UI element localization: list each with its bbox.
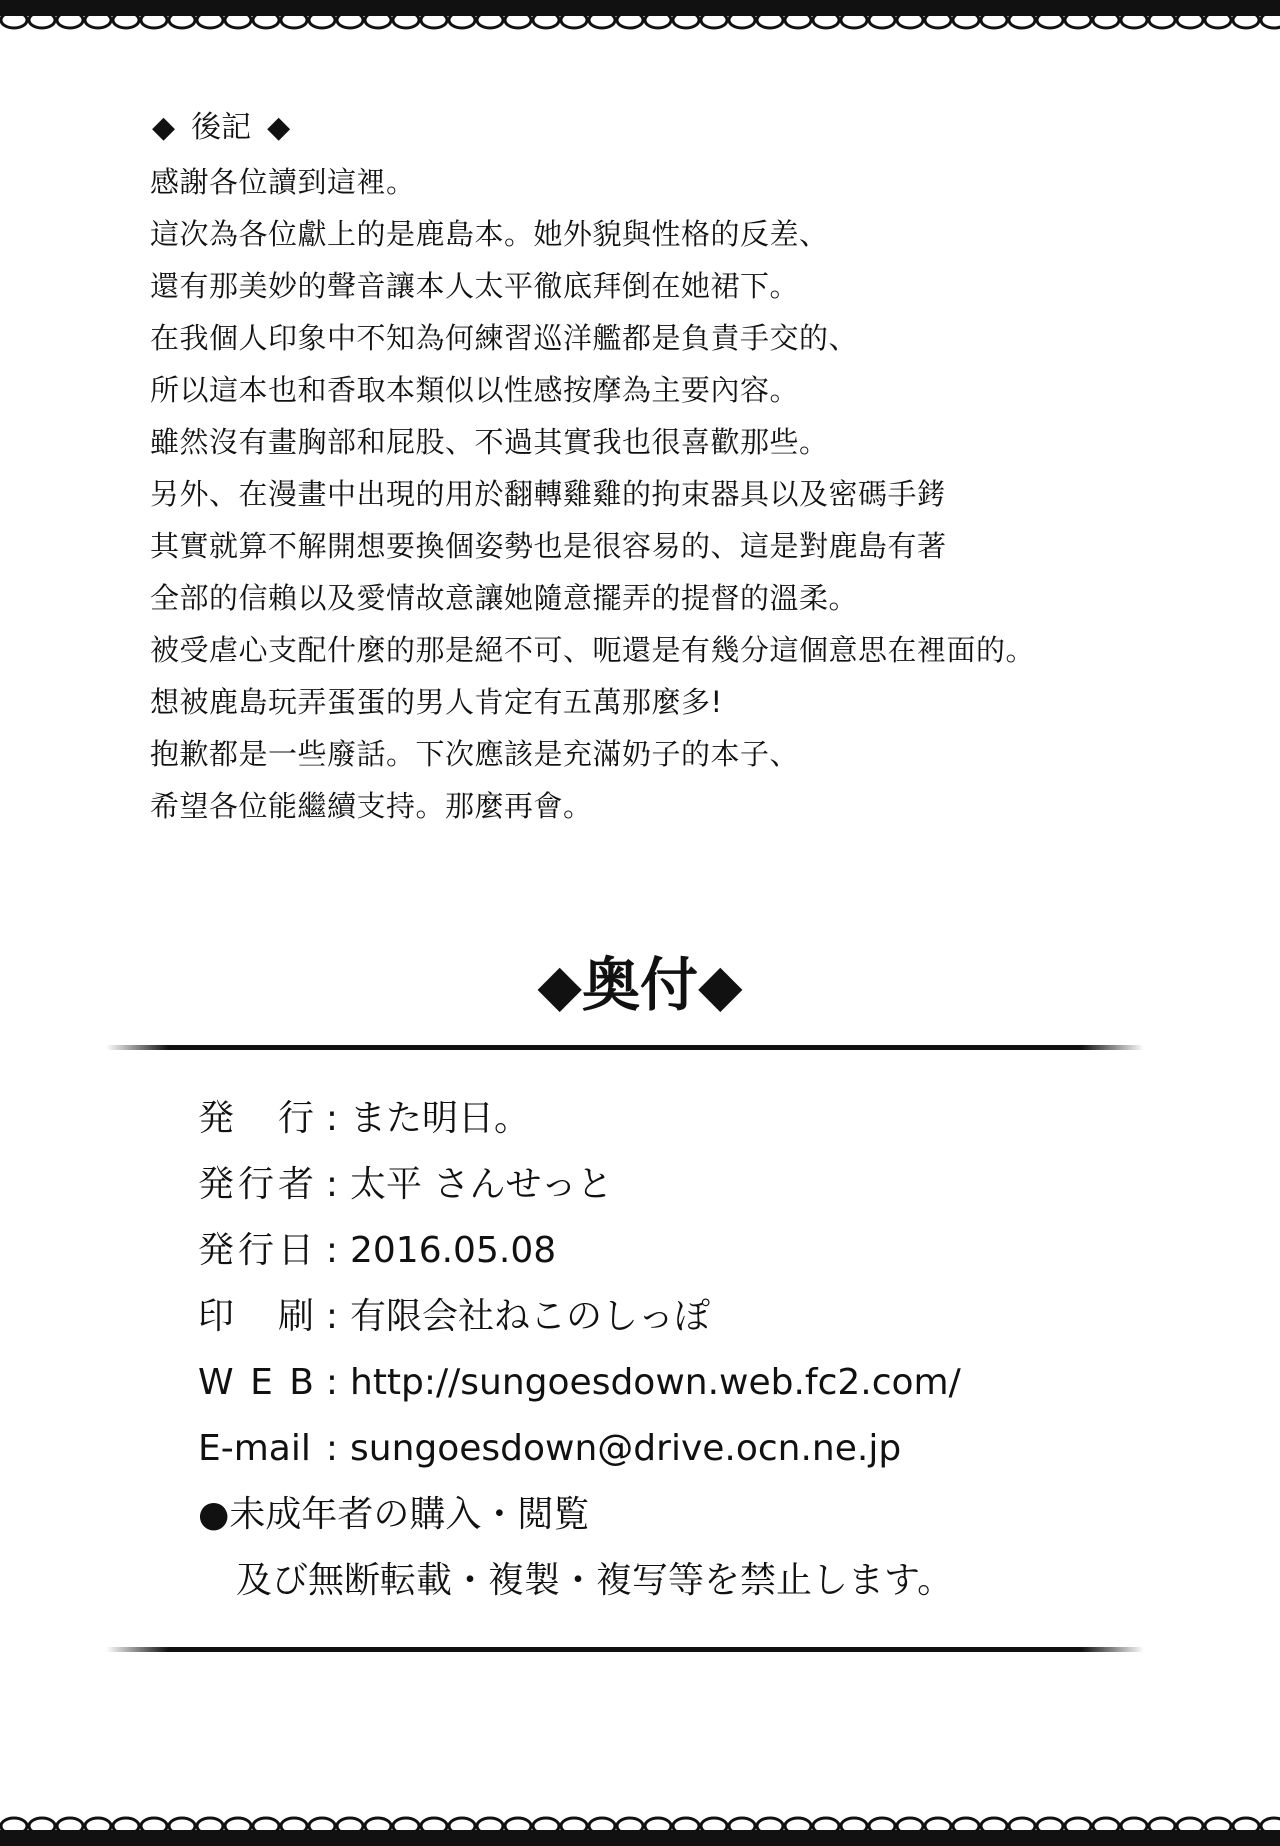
info-label: 印 刷 [198, 1296, 314, 1337]
colophon-info [198, 1086, 1198, 1614]
diamond-icon: ◆ [267, 110, 291, 145]
paragraph-line: 雖然沒有畫胸部和屁股、不過其實我也很喜歡那些。 [150, 425, 829, 459]
divider-bottom [106, 1647, 1144, 1652]
paragraph-line: 另外、在漫畫中出現的用於翻轉雞雞的拘束器具以及密碼手銬 [150, 477, 947, 511]
info-colon: : [325, 1164, 339, 1205]
info-label: 発行日 [198, 1230, 314, 1271]
info-value: 太平 さんせっと [350, 1164, 613, 1205]
info-value: 有限会社ねこのしっぽ [350, 1296, 711, 1337]
info-colon: : [325, 1362, 339, 1403]
notice-line: 及び無断転載・複製・複写等を禁止します。 [236, 1560, 954, 1601]
info-label: 発 行 [198, 1098, 314, 1139]
afterword-title: 後記 [191, 110, 252, 145]
info-colon: : [325, 1230, 339, 1271]
divider-top [106, 1045, 1144, 1050]
info-row-publisher [198, 1086, 1198, 1152]
paragraph-line: 這次為各位獻上的是鹿島本。她外貌與性格的反差、 [150, 217, 829, 251]
paragraph-line: 其實就算不解開想要換個姿勢也是很容易的、這是對鹿島有著 [150, 529, 947, 563]
info-value: 2016.05.08 [350, 1230, 557, 1271]
paragraph-line: 在我個人印象中不知為何練習巡洋艦都是負責手交的、 [150, 321, 859, 355]
info-row-printer [198, 1284, 1198, 1350]
paragraph-line: 所以這本也和香取本類似以性感按摩為主要內容。 [150, 373, 800, 407]
web-link[interactable]: http://sungoesdown.web.fc2.com/ [350, 1362, 961, 1403]
diamond-icon: ◆ [698, 951, 743, 1019]
afterword-section [150, 108, 1150, 832]
info-colon: : [325, 1098, 339, 1139]
diamond-icon: ◆ [537, 951, 582, 1019]
paragraph-line: 希望各位能繼續支持。那麼再會。 [150, 789, 593, 823]
info-label: E-mail [198, 1428, 311, 1469]
info-row-web [198, 1350, 1198, 1416]
paragraph-line: 全部的信賴以及愛情故意讓她隨意擺弄的提督的溫柔。 [150, 581, 859, 615]
afterword-heading [150, 108, 1150, 148]
paragraph-line: 想被鹿島玩弄蛋蛋的男人肯定有五萬那麼多! [150, 685, 723, 719]
paragraph-line: 抱歉都是一些廢話。下次應該是充滿奶子的本子、 [150, 737, 800, 771]
info-colon: : [325, 1428, 339, 1469]
top-border-ornament [0, 0, 1280, 36]
info-label: 発行者 [198, 1164, 314, 1205]
paragraph-line: 感謝各位讀到這裡。 [150, 165, 416, 199]
notice-line: ●未成年者の購入・閲覧 [198, 1494, 590, 1535]
colophon-heading [0, 950, 1280, 1020]
info-row-author [198, 1152, 1198, 1218]
bottom-border-ornament [0, 1810, 1280, 1846]
paragraph-line: 還有那美妙的聲音讓本人太平徹底拜倒在她裙下。 [150, 269, 800, 303]
colophon-title: 奥付 [581, 951, 698, 1019]
info-value: また明日。 [350, 1098, 531, 1139]
paragraph-line: 被受虐心支配什麼的那是絕不可、呃還是有幾分這個意思在裡面的。 [150, 633, 1036, 667]
info-colon: : [325, 1296, 339, 1337]
diamond-icon: ◆ [152, 110, 176, 145]
info-row-email [198, 1416, 1198, 1482]
info-label: W E B [198, 1362, 314, 1403]
info-row-date [198, 1218, 1198, 1284]
email-link[interactable]: sungoesdown@drive.ocn.ne.jp [350, 1428, 902, 1469]
